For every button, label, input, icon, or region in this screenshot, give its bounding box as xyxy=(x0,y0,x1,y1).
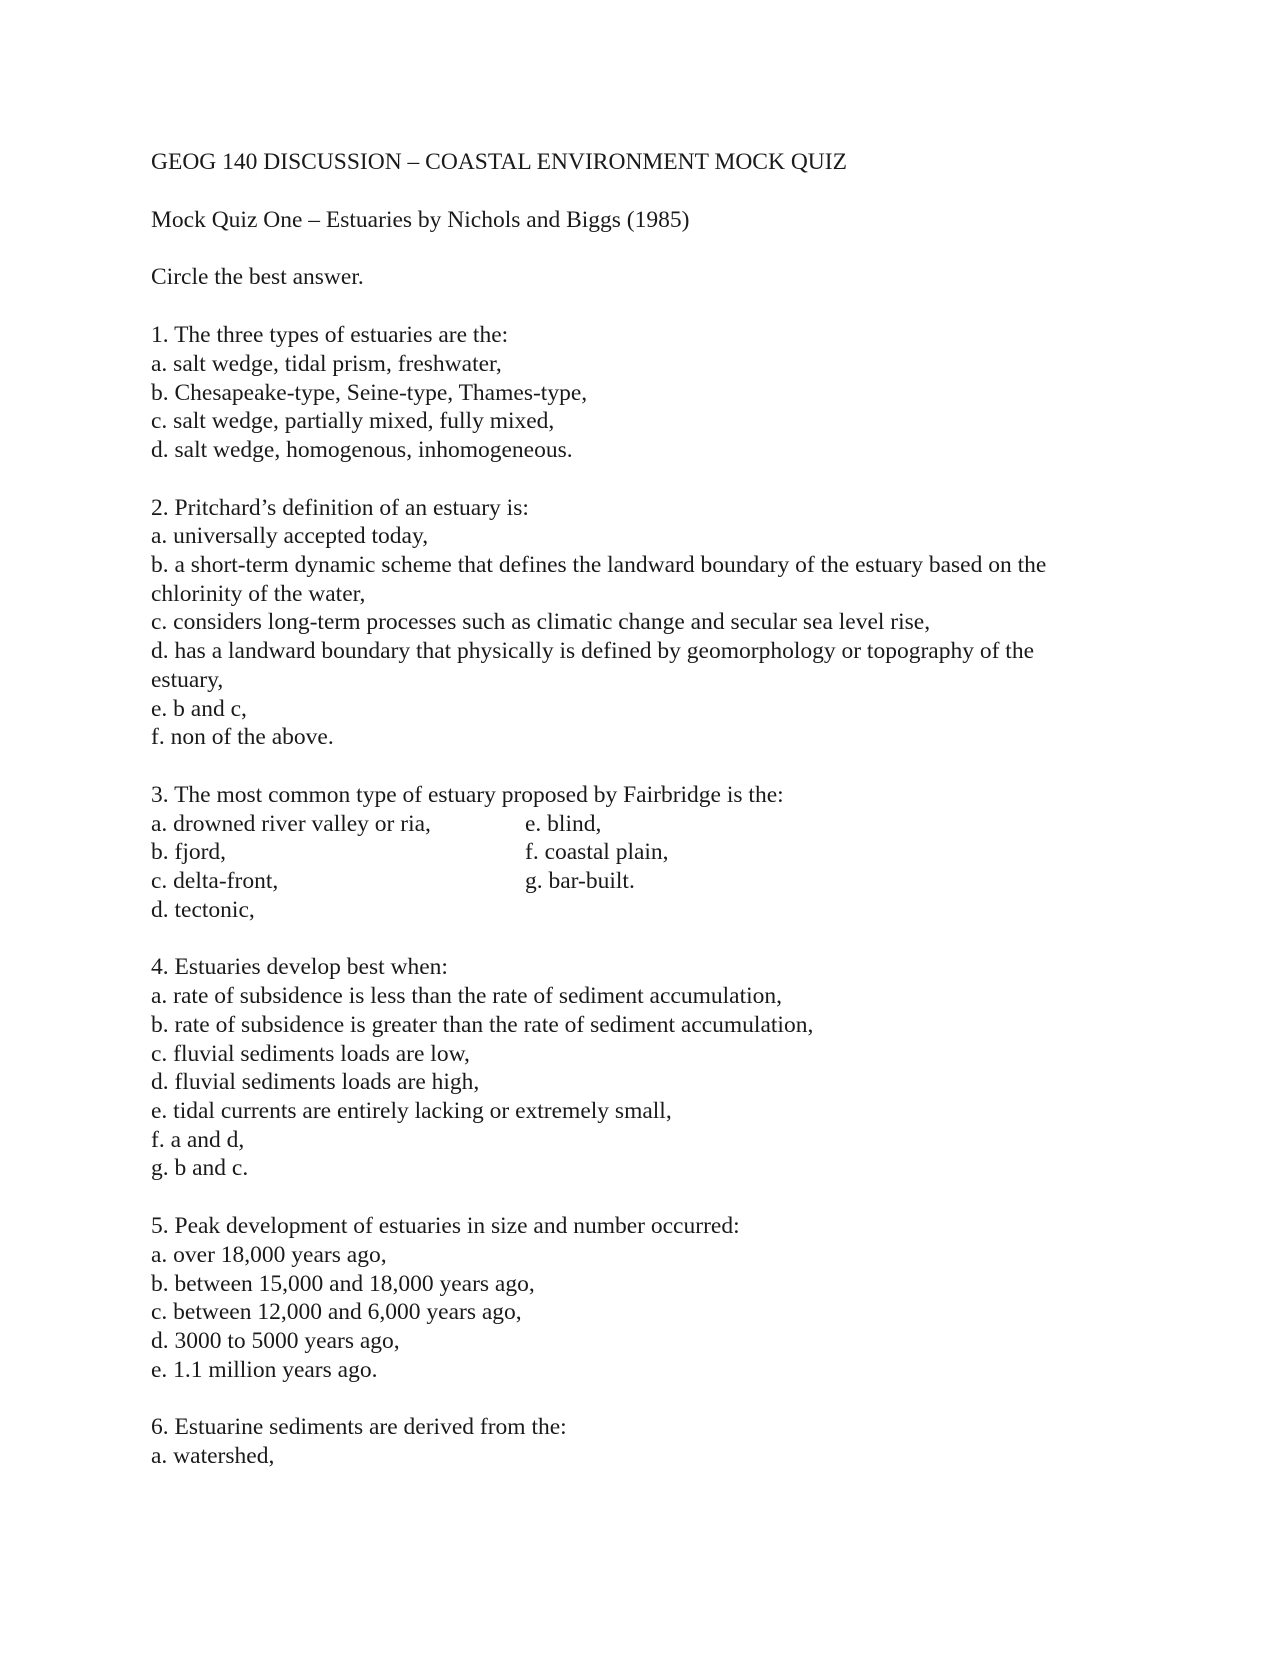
answer-option: b. a short-term dynamic scheme that defines the landward boundary of the estuary based on the chlorinity of the water, xyxy=(151,552,1047,607)
question-1 xyxy=(151,321,1111,465)
answer-option: e. blind, xyxy=(525,810,602,837)
answer-option: g. b and c. xyxy=(151,1155,249,1182)
answer-option: d. fluvial sediments loads are high, xyxy=(151,1069,480,1096)
answer-option: b. between 15,000 and 18,000 years ago, xyxy=(151,1270,535,1297)
answer-option: c. between 12,000 and 6,000 years ago, xyxy=(151,1299,522,1326)
question-prompt: 5. Peak development of estuaries in size and number occurred: xyxy=(151,1213,740,1240)
question-5 xyxy=(151,1212,1111,1384)
answer-option: b. Chesapeake-type, Seine-type, Thames-type, xyxy=(151,379,588,406)
answer-option: b. rate of subsidence is greater than the rate of sediment accumulation, xyxy=(151,1011,814,1038)
answer-option: d. salt wedge, homogenous, inhomogeneous. xyxy=(151,436,573,463)
question-3 xyxy=(151,781,1111,925)
question-prompt: 4. Estuaries develop best when: xyxy=(151,954,448,981)
question-4 xyxy=(151,953,1111,1183)
answer-option: a. over 18,000 years ago, xyxy=(151,1241,387,1268)
answer-option: f. a and d, xyxy=(151,1126,245,1153)
answer-option: a. salt wedge, tidal prism, freshwater, xyxy=(151,350,502,377)
answer-option: a. drowned river valley or ria, xyxy=(151,810,431,837)
answer-option: b. fjord, xyxy=(151,839,227,866)
answer-option: e. 1.1 million years ago. xyxy=(151,1356,378,1383)
answer-option: e. b and c, xyxy=(151,695,247,722)
question-prompt: 6. Estuarine sediments are derived from the: xyxy=(151,1414,567,1441)
question-2 xyxy=(151,494,1111,752)
instruction-text: Circle the best answer. xyxy=(151,264,364,291)
answer-option: a. universally accepted today, xyxy=(151,523,429,550)
answer-option: d. 3000 to 5000 years ago, xyxy=(151,1327,400,1354)
question-prompt: 3. The most common type of estuary proposed by Fairbridge is the: xyxy=(151,781,784,808)
answer-option: c. fluvial sediments loads are low, xyxy=(151,1040,470,1067)
answer-option: d. has a landward boundary that physically is defined by geomorphology or topography of the estuary, xyxy=(151,638,1035,693)
document-page xyxy=(151,148,1111,1471)
answer-option: c. considers long-term processes such as climatic change and secular sea level rise, xyxy=(151,609,931,636)
answer-option: c. salt wedge, partially mixed, fully mixed, xyxy=(151,408,555,435)
answer-option: f. coastal plain, xyxy=(525,839,669,866)
question-prompt: 1. The three types of estuaries are the: xyxy=(151,322,509,349)
answer-option: a. watershed, xyxy=(151,1443,275,1470)
answer-options-grid xyxy=(151,810,1111,925)
page-title: GEOG 140 DISCUSSION – COASTAL ENVIRONMENT MOCK QUIZ xyxy=(151,149,847,175)
answer-option: a. rate of subsidence is less than the rate of sediment accumulation, xyxy=(151,983,783,1010)
answer-option: d. tectonic, xyxy=(151,896,255,923)
answer-option: e. tidal currents are entirely lacking or extremely small, xyxy=(151,1097,672,1124)
answer-option: f. non of the above. xyxy=(151,724,334,751)
answer-option: g. bar-built. xyxy=(525,868,635,895)
question-6 xyxy=(151,1413,1111,1470)
empty-cell xyxy=(525,896,1111,925)
question-prompt: 2. Pritchard’s definition of an estuary is: xyxy=(151,494,529,521)
quiz-subtitle: Mock Quiz One – Estuaries by Nichols and Biggs (1985) xyxy=(151,206,690,233)
answer-option: c. delta-front, xyxy=(151,868,279,895)
